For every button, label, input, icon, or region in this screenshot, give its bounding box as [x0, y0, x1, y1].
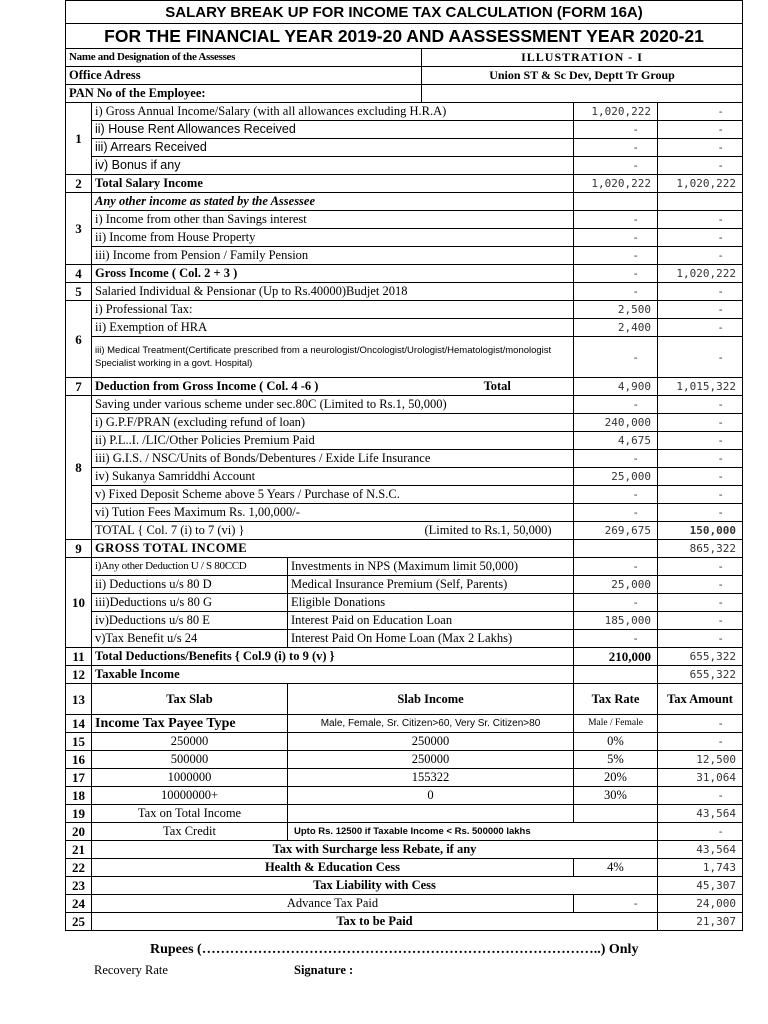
- amount-total: 150,000: [658, 522, 743, 540]
- slab-value: 10000000+: [92, 787, 288, 805]
- row-label: Total Deductions/Benefits { Col.9 (i) to 9 (v) }: [92, 648, 574, 666]
- row-label: Health & Education Cess: [92, 859, 574, 877]
- row-label: iii) G.I.S. / NSC/Units of Bonds/Debentures / Exide Life Insurance: [92, 450, 574, 468]
- deduction-description: Interest Paid On Home Loan (Max 2 Lakhs): [288, 630, 574, 648]
- amount-total: -: [658, 486, 743, 504]
- amount: 269,675: [574, 522, 658, 540]
- slab-value: 500000: [92, 751, 288, 769]
- row-label: iv) Sukanya Samriddhi Account: [92, 468, 574, 486]
- deduction-section: iii)Deductions u/s 80 G: [92, 594, 288, 612]
- row-number: 15: [66, 733, 92, 751]
- amount: 2,500: [574, 301, 658, 319]
- amount: -: [574, 450, 658, 468]
- amount-total: -: [658, 414, 743, 432]
- row-label: Total Salary Income: [92, 175, 574, 193]
- amount: 2,400: [574, 319, 658, 337]
- row-number: 16: [66, 751, 92, 769]
- tax-credit-note: Upto Rs. 12500 if Taxable Income < Rs. 500000 lakhs: [288, 823, 658, 841]
- row-number: 20: [66, 823, 92, 841]
- row-label: Gross Income ( Col. 2 + 3 ): [92, 265, 574, 283]
- amount-total: -: [658, 247, 743, 265]
- row-number: 4: [66, 265, 92, 283]
- amount: 1,020,222: [574, 103, 658, 121]
- amount-total: -: [658, 229, 743, 247]
- amount-total: 43,564: [658, 805, 743, 823]
- row-label: ii) Exemption of HRA: [92, 319, 574, 337]
- amount-total: 1,743: [658, 859, 743, 877]
- form-title: SALARY BREAK UP FOR INCOME TAX CALCULATION (FORM 16A): [66, 1, 743, 24]
- row-label: ii) P.L..I. /LIC/Other Policies Premium Paid: [92, 432, 574, 450]
- row-label: i) Gross Annual Income/Salary (with all allowances excluding H.R.A): [92, 103, 574, 121]
- row-number: 19: [66, 805, 92, 823]
- name-value: ILLUSTRATION - I: [422, 49, 743, 67]
- row-label: iii) Income from Pension / Family Pension: [92, 247, 574, 265]
- salary-breakup-sheet: [65, 0, 742, 931]
- row-label: Tax Credit: [92, 823, 288, 841]
- deduction-section: v)Tax Benefit u/s 24: [92, 630, 288, 648]
- amount: 185,000: [574, 612, 658, 630]
- signature-label: Signature :: [294, 963, 354, 977]
- amount-total: -: [658, 450, 743, 468]
- row-label: GROSS TOTAL INCOME: [92, 540, 574, 558]
- payee-type-label: Income Tax Payee Type: [92, 715, 288, 733]
- deduction-section: ii) Deductions u/s 80 D: [92, 576, 288, 594]
- amount: 25,000: [574, 576, 658, 594]
- deduction-description: Eligible Donations: [288, 594, 574, 612]
- row-number: 12: [66, 666, 92, 684]
- slab-rate: 20%: [574, 769, 658, 787]
- amount: -: [574, 337, 658, 378]
- amount: 4,675: [574, 432, 658, 450]
- slab-rate: 5%: [574, 751, 658, 769]
- header-tax-slab: Tax Slab: [92, 684, 288, 715]
- amount-total: -: [658, 594, 743, 612]
- total-label: Total: [422, 378, 574, 396]
- amount: -: [574, 486, 658, 504]
- amount-total: 865,322: [658, 540, 743, 558]
- amount: 4,900: [574, 378, 658, 396]
- row-number: 23: [66, 877, 92, 895]
- row-label: ii) House Rent Allowances Received: [92, 121, 574, 139]
- row-number: 22: [66, 859, 92, 877]
- amount-total: -: [658, 283, 743, 301]
- row-number: 5: [66, 283, 92, 301]
- slab-value: 1000000: [92, 769, 288, 787]
- amount-total: -: [658, 715, 743, 733]
- slab-income: 250000: [288, 733, 574, 751]
- total-limit: (Limited to Rs.1, 50,000): [422, 522, 574, 540]
- amount-total: -: [658, 301, 743, 319]
- row-number: 11: [66, 648, 92, 666]
- row-label: iii) Arrears Received: [92, 139, 574, 157]
- row-label: Advance Tax Paid: [92, 895, 574, 913]
- cess-rate: 4%: [574, 859, 658, 877]
- amount-total: 43,564: [658, 841, 743, 859]
- row-number: 9: [66, 540, 92, 558]
- section-heading: Any other income as stated by the Assessee: [92, 193, 574, 211]
- total-label: TOTAL { Col. 7 (i) to 7 (vi) }: [92, 522, 422, 540]
- slab-income: 155322: [288, 769, 574, 787]
- deduction-section: iv)Deductions u/s 80 E: [92, 612, 288, 630]
- amount-total: -: [658, 211, 743, 229]
- amount: -: [574, 211, 658, 229]
- amount: -: [574, 247, 658, 265]
- row-label: Saving under various scheme under sec.80C (Limited to Rs.1, 50,000): [92, 396, 574, 414]
- header-slab-income: Slab Income: [288, 684, 574, 715]
- amount: -: [574, 265, 658, 283]
- amount: 240,000: [574, 414, 658, 432]
- amount-total: -: [658, 337, 743, 378]
- amount-total: -: [658, 630, 743, 648]
- financial-year-title: FOR THE FINANCIAL YEAR 2019-20 AND AASSESSMENT YEAR 2020-21: [66, 24, 743, 49]
- row-label: v) Fixed Deposit Scheme above 5 Years / Purchase of N.S.C.: [92, 486, 574, 504]
- slab-income: 0: [288, 787, 574, 805]
- amount: -: [574, 594, 658, 612]
- row-label: iv) Bonus if any: [92, 157, 574, 175]
- row-number: 13: [66, 684, 92, 715]
- row-label: Tax to be Paid: [92, 913, 658, 931]
- amount-total: -: [658, 139, 743, 157]
- amount: 25,000: [574, 468, 658, 486]
- row-number: 24: [66, 895, 92, 913]
- rupees-in-words: Rupees (…………………………………………………………………………..) Only: [150, 942, 639, 957]
- amount: -: [574, 229, 658, 247]
- office-value: Union ST & Sc Dev, Deptt Tr Group: [422, 67, 743, 85]
- medical-treatment-label: iii) Medical Treatment(Certificate prescribed from a neurologist/Oncologist/Urologist/Hematologist/monologist Specialist working in a govt. Hospital): [92, 337, 574, 378]
- amount-total: -: [658, 432, 743, 450]
- amount: -: [574, 157, 658, 175]
- amount: -: [574, 396, 658, 414]
- amount-total: -: [658, 396, 743, 414]
- header-tax-rate: Tax Rate: [574, 684, 658, 715]
- row-label: i) Professional Tax:: [92, 301, 574, 319]
- amount-total: -: [658, 121, 743, 139]
- amount: -: [574, 630, 658, 648]
- slab-value: 250000: [92, 733, 288, 751]
- row-number: 21: [66, 841, 92, 859]
- amount: 210,000: [574, 648, 658, 666]
- row-number: 7: [66, 378, 92, 396]
- tax-table: [65, 0, 743, 931]
- amount-total: -: [658, 558, 743, 576]
- slab-rate: 30%: [574, 787, 658, 805]
- amount-total: 655,322: [658, 666, 743, 684]
- slab-tax: -: [658, 787, 743, 805]
- amount: -: [574, 139, 658, 157]
- row-number: 25: [66, 913, 92, 931]
- slab-rate: 0%: [574, 733, 658, 751]
- recovery-rate-label: Recovery Rate: [94, 963, 168, 977]
- deduction-description: Medical Insurance Premium (Self, Parents): [288, 576, 574, 594]
- amount: -: [574, 121, 658, 139]
- row-number: 17: [66, 769, 92, 787]
- name-label: Name and Designation of the Assesses: [66, 49, 422, 67]
- slab-tax: 31,064: [658, 769, 743, 787]
- amount-total: -: [658, 576, 743, 594]
- amount-total: 1,015,322: [658, 378, 743, 396]
- amount: -: [574, 558, 658, 576]
- amount: -: [574, 895, 658, 913]
- row-number: 2: [66, 175, 92, 193]
- pan-value: [422, 85, 743, 103]
- amount-total: 24,000: [658, 895, 743, 913]
- deduction-description: Interest Paid on Education Loan: [288, 612, 574, 630]
- amount-total: -: [658, 157, 743, 175]
- header-tax-amount: Tax Amount: [658, 684, 743, 715]
- deduction-description: Investments in NPS (Maximum limit 50,000): [288, 558, 574, 576]
- row-label: i) G.P.F/PRAN (excluding refund of loan): [92, 414, 574, 432]
- row-number: 18: [66, 787, 92, 805]
- amount-total: -: [658, 504, 743, 522]
- pan-label: PAN No of the Employee:: [66, 85, 422, 103]
- amount: -: [574, 504, 658, 522]
- amount-total: -: [658, 468, 743, 486]
- amount-total: -: [658, 319, 743, 337]
- row-label: Salaried Individual & Pensionar (Up to Rs.40000)Budjet 2018: [92, 283, 574, 301]
- amount: 1,020,222: [574, 175, 658, 193]
- amount-total: 655,322: [658, 648, 743, 666]
- row-number: 8: [66, 396, 92, 540]
- office-label: Office Adress: [66, 67, 422, 85]
- row-number: 6: [66, 301, 92, 378]
- row-label: Taxable Income: [92, 666, 574, 684]
- row-label: vi) Tution Fees Maximum Rs. 1,00,000/-: [92, 504, 574, 522]
- row-number: 3: [66, 193, 92, 265]
- amount-total: 1,020,222: [658, 175, 743, 193]
- payee-type-options: Male, Female, Sr. Citizen>60, Very Sr. Citizen>80: [288, 715, 574, 733]
- amount-total: 1,020,222: [658, 265, 743, 283]
- row-label: Tax Liability with Cess: [92, 877, 658, 895]
- deduction-section: i)Any other Deduction U / S 80CCD: [92, 558, 288, 576]
- amount: -: [574, 283, 658, 301]
- amount-total: -: [658, 823, 743, 841]
- amount-total: -: [658, 103, 743, 121]
- slab-income: 250000: [288, 751, 574, 769]
- slab-tax: -: [658, 733, 743, 751]
- row-label: Tax with Surcharge less Rebate, if any: [92, 841, 658, 859]
- row-number: 1: [66, 103, 92, 175]
- slab-tax: 12,500: [658, 751, 743, 769]
- row-label: Tax on Total Income: [92, 805, 288, 823]
- row-number: 14: [66, 715, 92, 733]
- amount-total: 45,307: [658, 877, 743, 895]
- amount-total: -: [658, 612, 743, 630]
- row-label: i) Income from other than Savings interest: [92, 211, 574, 229]
- payee-type-select[interactable]: Male / Female: [574, 715, 658, 733]
- row-label: Deduction from Gross Income ( Col. 4 -6 ): [92, 378, 422, 396]
- amount-total: 21,307: [658, 913, 743, 931]
- row-label: ii) Income from House Property: [92, 229, 574, 247]
- row-number: 10: [66, 558, 92, 648]
